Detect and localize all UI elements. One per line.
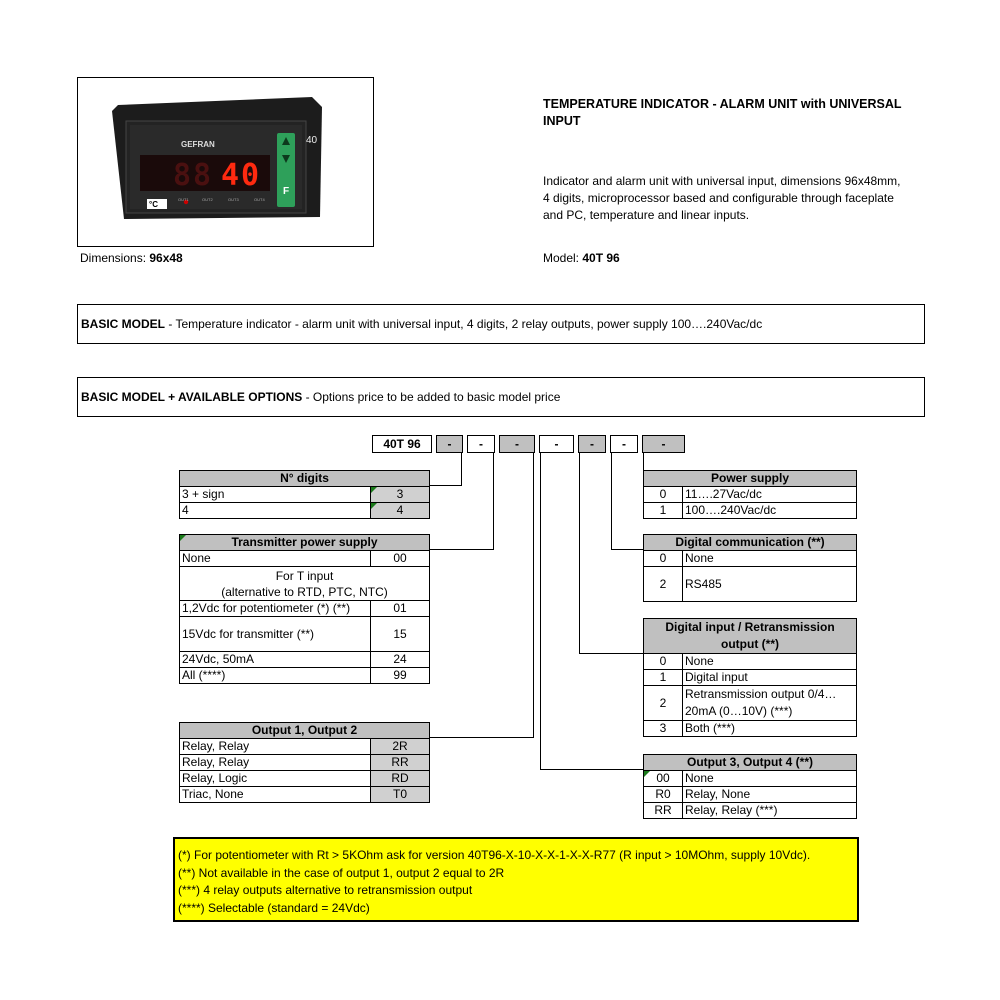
table-row [180, 739, 430, 755]
digital-comm-header: Digital communication (**) [644, 535, 857, 551]
digital-input-desc: Digital input [683, 670, 857, 686]
display-off-digits: 88 [173, 158, 214, 193]
output34-desc: None [683, 771, 857, 787]
device-number: 40 [306, 135, 318, 146]
code-main: 40T 96 [372, 435, 432, 453]
note-line: (**) Not available in the case of output 1, output 2 equal to 2R [178, 865, 505, 880]
table-row [644, 787, 857, 803]
options-label: BASIC MODEL + AVAILABLE OPTIONS [81, 390, 303, 404]
transmitter-desc: 1,2Vdc for potentiometer (*) (**) [180, 601, 371, 617]
model [543, 251, 620, 265]
digital-input-code: 1 [644, 670, 683, 686]
table-row [180, 487, 430, 503]
table-row [644, 654, 857, 670]
power-table [643, 470, 857, 519]
output12-code: 2R [371, 739, 430, 755]
transmitter-code: 15 [371, 617, 430, 652]
code-digital-input: - [578, 435, 606, 453]
table-row [644, 487, 857, 503]
connector-output12 [533, 453, 534, 738]
transmitter-header: Transmitter power supply [180, 535, 430, 551]
connector-output12-h [430, 737, 534, 738]
note-line: (*) For potentiometer with Rt > 5KOhm ask for version 40T96-X-10-X-X-1-X-X-R77 (R input > 10MOhm, supply 10Vdc). [178, 848, 811, 862]
table-row [180, 771, 430, 787]
table-row [180, 755, 430, 771]
options-bar [77, 377, 925, 417]
power-code: 0 [644, 487, 683, 503]
output12-code: RD [371, 771, 430, 787]
table-row [180, 617, 430, 652]
digital-input-desc: Both (***) [683, 721, 857, 737]
connector-digital-input [579, 453, 580, 654]
digits-header: N° digits [180, 471, 430, 487]
table-row [644, 503, 857, 519]
connector-digits-h [430, 485, 462, 486]
device-brand: GEFRAN [181, 140, 215, 149]
led-out4: OUT4 [254, 197, 265, 202]
digital-input-table [643, 618, 857, 737]
table-row [180, 503, 430, 519]
led-out2: OUT2 [202, 197, 213, 202]
table-row [644, 771, 857, 787]
code-output12: - [499, 435, 535, 453]
digital-comm-code: 2 [644, 567, 683, 602]
output12-desc: Relay, Relay [180, 755, 371, 771]
digital-comm-desc: RS485 [683, 567, 857, 602]
page-title: TEMPERATURE INDICATOR - ALARM UNIT with UNIVERSAL INPUT [543, 97, 902, 128]
power-desc: 100….240Vac/dc [683, 503, 857, 519]
digits-table [179, 470, 430, 519]
table-row [644, 803, 857, 819]
transmitter-table [179, 534, 430, 684]
digital-input-code: 3 [644, 721, 683, 737]
connector-digital-comm-h [611, 549, 643, 550]
table-row [644, 551, 857, 567]
notes-box [173, 837, 859, 922]
note-line: (****) Selectable (standard = 24Vdc) [178, 900, 370, 915]
table-row [180, 551, 430, 567]
output34-code: RR [644, 803, 683, 819]
digital-comm-code: 0 [644, 551, 683, 567]
connector-transmitter [493, 453, 494, 550]
power-desc: 11….27Vac/dc [683, 487, 857, 503]
connector-output34-h [540, 769, 643, 770]
table-row [180, 652, 430, 668]
transmitter-desc: 24Vdc, 50mA [180, 652, 371, 668]
table-row [180, 601, 430, 617]
model-value: 40T 96 [582, 251, 620, 265]
basic-model-label: BASIC MODEL [81, 317, 165, 331]
transmitter-note: For T input (alternative to RTD, PTC, NTC) [180, 567, 430, 601]
connector-digital-comm [611, 453, 612, 550]
code-power: - [642, 435, 685, 453]
output12-desc: Relay, Relay [180, 739, 371, 755]
digital-input-code: 2 [644, 686, 683, 721]
output12-desc: Triac, None [180, 787, 371, 803]
digits-code: 3 [371, 487, 430, 503]
dimensions [80, 251, 183, 265]
led-out1: OUT1 [178, 197, 189, 202]
product-photo [77, 77, 374, 247]
code-output34: - [539, 435, 574, 453]
output12-header: Output 1, Output 2 [180, 723, 430, 739]
unit-label: °C [149, 200, 158, 209]
transmitter-desc: 15Vdc for transmitter (**) [180, 617, 371, 652]
output34-code: R0 [644, 787, 683, 803]
digital-input-desc: Retransmission output 0/4…20mA (0…10V) (***) [683, 686, 857, 721]
transmitter-code: 24 [371, 652, 430, 668]
output12-code: RR [371, 755, 430, 771]
output12-table [179, 722, 430, 803]
output12-desc: Relay, Logic [180, 771, 371, 787]
connector-digits [461, 453, 462, 486]
digits-code: 4 [371, 503, 430, 519]
digital-input-header: Digital input / Retransmission output (**) [644, 619, 857, 654]
table-row [644, 721, 857, 737]
digits-desc: 4 [180, 503, 371, 519]
digits-desc: 3 + sign [180, 487, 371, 503]
table-row [644, 670, 857, 686]
table-row [180, 787, 430, 803]
connector-transmitter-h [430, 549, 494, 550]
connector-digital-input-h [579, 653, 643, 654]
f-key: F [283, 186, 290, 197]
code-transmitter: - [467, 435, 495, 453]
transmitter-code: 01 [371, 601, 430, 617]
code-digits: - [436, 435, 463, 453]
transmitter-code: 99 [371, 668, 430, 684]
output12-code: T0 [371, 787, 430, 803]
table-row [180, 668, 430, 684]
model-label: Model: [543, 251, 583, 265]
product-description: Indicator and alarm unit with universal input, dimensions 96x48mm, 4 digits, microprocessor based and configurable through faceplate and PC, temperature and linear inputs. [543, 174, 901, 222]
note-line: (***) 4 relay outputs alternative to retransmission output [178, 883, 473, 897]
digital-input-code: 0 [644, 654, 683, 670]
dimensions-label: Dimensions: [80, 251, 150, 265]
device-illustration [112, 93, 324, 221]
transmitter-desc: None [180, 551, 371, 567]
digital-input-desc: None [683, 654, 857, 670]
transmitter-code: 00 [371, 551, 430, 567]
output34-code: 00 [644, 771, 683, 787]
options-text: - Options price to be added to basic model price [302, 390, 561, 404]
digital-comm-desc: None [683, 551, 857, 567]
output34-desc: Relay, Relay (***) [683, 803, 857, 819]
output34-desc: Relay, None [683, 787, 857, 803]
dimensions-value: 96x48 [149, 251, 183, 265]
code-digital-comm: - [610, 435, 638, 453]
output34-header: Output 3, Output 4 (**) [644, 755, 857, 771]
connector-output34 [540, 453, 541, 770]
basic-model-bar [77, 304, 925, 344]
power-header: Power supply [644, 471, 857, 487]
table-row [180, 567, 430, 601]
basic-model-text: - Temperature indicator - alarm unit with universal input, 4 digits, 2 relay outputs, power supply 100….240Vac/dc [165, 317, 763, 331]
transmitter-desc: All (****) [180, 668, 371, 684]
digital-comm-table [643, 534, 857, 602]
display-value: 40 [221, 158, 262, 193]
table-row [644, 686, 857, 721]
output34-table [643, 754, 857, 819]
power-code: 1 [644, 503, 683, 519]
led-out3: OUT3 [228, 197, 239, 202]
table-row [644, 567, 857, 602]
